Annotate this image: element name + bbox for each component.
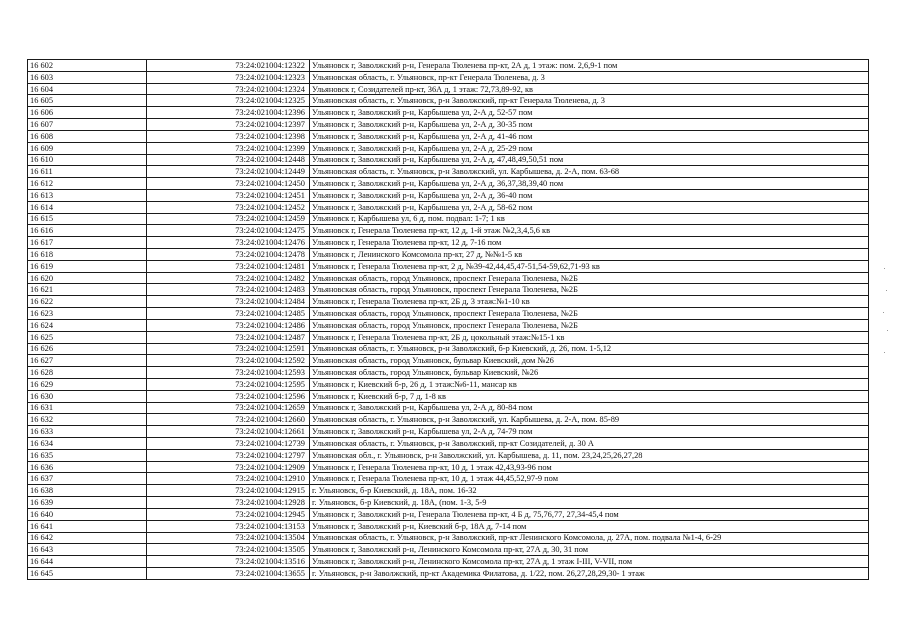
cadastral-number-cell: 73:24:021004:12484	[147, 296, 310, 308]
row-number-cell: 16 604	[28, 83, 147, 95]
row-number-cell: 16 633	[28, 426, 147, 438]
row-number-cell: 16 639	[28, 497, 147, 509]
cadastral-number-cell: 73:24:021004:12452	[147, 201, 310, 213]
row-number-cell: 16 632	[28, 414, 147, 426]
table-row	[28, 296, 869, 308]
address-cell: Ульяновская область, г. Ульяновск, р-н Заволжский, б-р Киевский, д. 26, пом. 1-5,12	[310, 343, 869, 355]
cadastral-number-cell: 73:24:021004:12591	[147, 343, 310, 355]
address-cell: Ульяновская область, г. Ульяновск, пр-кт Генерала Тюленева, д. 3	[310, 71, 869, 83]
address-cell: Ульяновск г, Созидателей пр-кт, 36А д, 1 этаж: 72,73,89-92, кв	[310, 83, 869, 95]
table-row	[28, 343, 869, 355]
table-row	[28, 119, 869, 131]
table-row	[28, 249, 869, 261]
address-cell: Ульяновск г, Карбышева ул, 6 д, пом. подвал: 1-7; 1 кв	[310, 213, 869, 225]
cadastral-number-cell: 73:24:021004:12661	[147, 426, 310, 438]
cadastral-number-cell: 73:24:021004:12596	[147, 390, 310, 402]
row-number-cell: 16 640	[28, 508, 147, 520]
cadastral-number-cell: 73:24:021004:12459	[147, 213, 310, 225]
address-cell: Ульяновская область, г. Ульяновск, р-н Заволжский, пр-кт Генерала Тюленева, д. 3	[310, 95, 869, 107]
row-number-cell: 16 614	[28, 201, 147, 213]
row-number-cell: 16 622	[28, 296, 147, 308]
address-cell: Ульяновск г, Генерала Тюленева пр-кт, 10 д, 1 этаж 44,45,52,97-9 пом	[310, 473, 869, 485]
table-row	[28, 60, 869, 72]
cadastral-number-cell: 73:24:021004:12450	[147, 178, 310, 190]
address-cell: Ульяновская область, город Ульяновск, проспект Генерала Тюленева, №2Б	[310, 272, 869, 284]
table-row	[28, 201, 869, 213]
row-number-cell: 16 623	[28, 308, 147, 320]
address-cell: Ульяновск г, Заволжский р-н, Карбышева ул, 2-А д, 30-35 пом	[310, 119, 869, 131]
row-number-cell: 16 625	[28, 331, 147, 343]
cadastral-number-cell: 73:24:021004:12928	[147, 497, 310, 509]
table-row	[28, 567, 869, 579]
row-number-cell: 16 618	[28, 249, 147, 261]
address-cell: Ульяновск г, Заволжский р-н, Карбышева ул, 2-А д, 25-29 пом	[310, 142, 869, 154]
address-cell: Ульяновск г, Заволжский р-н, Генерала Тюленева пр-кт, 4 Б д, 75,76,77, 27,34-45,4 пом	[310, 508, 869, 520]
row-number-cell: 16 630	[28, 390, 147, 402]
cadastral-number-cell: 73:24:021004:12397	[147, 119, 310, 131]
row-number-cell: 16 615	[28, 213, 147, 225]
row-number-cell: 16 645	[28, 567, 147, 579]
address-cell: Ульяновск г, Киевский б-р, 26 д, 1 этаж:№6-11, мансар кв	[310, 378, 869, 390]
row-number-cell: 16 631	[28, 402, 147, 414]
table-row	[28, 461, 869, 473]
address-cell: Ульяновск г, Генерала Тюленева пр-кт, 2Б д, 3 этаж:№1-10 кв	[310, 296, 869, 308]
address-cell: Ульяновск г, Заволжский р-н, Киевский б-р, 18А д, 7-14 пом	[310, 520, 869, 532]
address-cell: Ульяновская область, г. Ульяновск, р-н Заволжский, ул. Карбышева, д. 2-А, пом. 85-89	[310, 414, 869, 426]
row-number-cell: 16 642	[28, 532, 147, 544]
cadastral-number-cell: 73:24:021004:13504	[147, 532, 310, 544]
cadastral-number-cell: 73:24:021004:12739	[147, 438, 310, 450]
cadastral-number-cell: 73:24:021004:12478	[147, 249, 310, 261]
table-row	[28, 213, 869, 225]
address-cell: Ульяновск г, Генерала Тюленева пр-кт, 2 д, №39-42,44,45,47-51,54-59,62,71-93 кв	[310, 260, 869, 272]
cadastral-number-cell: 73:24:021004:12399	[147, 142, 310, 154]
address-cell: Ульяновская область, город Ульяновск, бульвар Киевский, №26	[310, 367, 869, 379]
cadastral-number-cell: 73:24:021004:12595	[147, 378, 310, 390]
row-number-cell: 16 624	[28, 319, 147, 331]
address-cell: Ульяновск г, Заволжский р-н, Карбышева ул, 2-А д, 36-40 пом	[310, 189, 869, 201]
table-row	[28, 556, 869, 568]
row-number-cell: 16 612	[28, 178, 147, 190]
address-cell: Ульяновск г, Киевский б-р, 7 д, 1-8 кв	[310, 390, 869, 402]
cadastral-number-cell: 73:24:021004:12485	[147, 308, 310, 320]
cadastral-number-cell: 73:24:021004:12915	[147, 485, 310, 497]
address-cell: г. Ульяновск, б-р Киевский, д. 18А, пом. 16-32	[310, 485, 869, 497]
table-row	[28, 497, 869, 509]
row-number-cell: 16 643	[28, 544, 147, 556]
table-row	[28, 390, 869, 402]
address-cell: Ульяновск г, Генерала Тюленева пр-кт, 2Б д, цокольный этаж:№15-1 кв	[310, 331, 869, 343]
row-number-cell: 16 619	[28, 260, 147, 272]
cadastral-number-cell: 73:24:021004:12487	[147, 331, 310, 343]
table-row	[28, 426, 869, 438]
cadastral-number-cell: 73:24:021004:12398	[147, 130, 310, 142]
cadastral-number-cell: 73:24:021004:12324	[147, 83, 310, 95]
row-number-cell: 16 628	[28, 367, 147, 379]
address-cell: Ульяновская область, г. Ульяновск, р-н Заволжский, пр-кт Ленинского Комсомола, д. 27А, пом. подвала №1-4, 6-29	[310, 532, 869, 544]
cadastral-number-cell: 73:24:021004:12481	[147, 260, 310, 272]
address-cell: Ульяновск г, Заволжский р-н, Карбышева ул, 2-А д, 52-57 пом	[310, 107, 869, 119]
row-number-cell: 16 621	[28, 284, 147, 296]
address-cell: Ульяновская область, г. Ульяновск, р-н Заволжский, ул. Карбышева, д. 2-А, пом. 63-68	[310, 166, 869, 178]
table-row	[28, 272, 869, 284]
cadastral-number-cell: 73:24:021004:12593	[147, 367, 310, 379]
table-row	[28, 107, 869, 119]
row-number-cell: 16 620	[28, 272, 147, 284]
table-row	[28, 237, 869, 249]
row-number-cell: 16 635	[28, 449, 147, 461]
table-row	[28, 544, 869, 556]
address-cell: Ульяновск г, Генерала Тюленева пр-кт, 10 д, 1 этаж 42,43,93-96 пом	[310, 461, 869, 473]
address-cell: г. Ульяновск, б-р Киевский, д. 18А, (пом. 1-3, 5-9	[310, 497, 869, 509]
cadastral-number-cell: 73:24:021004:13153	[147, 520, 310, 532]
table-row	[28, 71, 869, 83]
row-number-cell: 16 627	[28, 355, 147, 367]
row-number-cell: 16 608	[28, 130, 147, 142]
row-number-cell: 16 610	[28, 154, 147, 166]
row-number-cell: 16 605	[28, 95, 147, 107]
table-row	[28, 532, 869, 544]
table-row	[28, 95, 869, 107]
address-cell: Ульяновская область, город Ульяновск, проспект Генерала Тюленева, №2Б	[310, 319, 869, 331]
table-row	[28, 260, 869, 272]
address-cell: Ульяновская область, город Ульяновск, проспект Генерала Тюленева, №2Б	[310, 284, 869, 296]
address-cell: Ульяновск г, Заволжский р-н, Ленинского Комсомола пр-кт, 27А д, 1 этаж I-III, V-VII, пом	[310, 556, 869, 568]
table-body	[28, 60, 869, 580]
row-number-cell: 16 616	[28, 225, 147, 237]
row-number-cell: 16 644	[28, 556, 147, 568]
table-row	[28, 83, 869, 95]
address-cell: Ульяновск г, Заволжский р-н, Карбышева ул, 2-А д, 58-62 пом	[310, 201, 869, 213]
address-cell: Ульяновск г, Заволжский р-н, Карбышева ул, 2-А д, 36,37,38,39,40 пом	[310, 178, 869, 190]
address-cell: Ульяновская область, город Ульяновск, проспект Генерала Тюленева, №2Б	[310, 308, 869, 320]
address-cell: Ульяновск г, Заволжский р-н, Ленинского Комсомола пр-кт, 27А д, 30, 31 пом	[310, 544, 869, 556]
row-number-cell: 16 617	[28, 237, 147, 249]
cadastral-table	[27, 59, 869, 580]
address-cell: Ульяновск г, Заволжский р-н, Карбышева ул, 2-А д, 80-84 пом	[310, 402, 869, 414]
row-number-cell: 16 609	[28, 142, 147, 154]
cadastral-number-cell: 73:24:021004:12909	[147, 461, 310, 473]
address-cell: Ульяновск г, Генерала Тюленева пр-кт, 12 д, 7-16 пом	[310, 237, 869, 249]
address-cell: Ульяновская обл., г. Ульяновск, р-н Заволжский, ул. Карбышева, д. 11, пом. 23,24,25,26,27,28	[310, 449, 869, 461]
table-row	[28, 308, 869, 320]
cadastral-number-cell: 73:24:021004:12482	[147, 272, 310, 284]
table-row	[28, 402, 869, 414]
address-cell: Ульяновск г, Генерала Тюленева пр-кт, 12 д, 1-й этаж №2,3,4,5,6 кв	[310, 225, 869, 237]
cadastral-number-cell: 73:24:021004:12483	[147, 284, 310, 296]
table-row	[28, 485, 869, 497]
table-row	[28, 438, 869, 450]
address-cell: г. Ульяновск, р-н Заволжский, пр-кт Академика Филатова, д. 1/22, пом. 26,27,28,29,30- 1 этаж	[310, 567, 869, 579]
table-row	[28, 367, 869, 379]
table-row	[28, 520, 869, 532]
row-number-cell: 16 607	[28, 119, 147, 131]
cadastral-number-cell: 73:24:021004:12476	[147, 237, 310, 249]
address-cell: Ульяновск г, Заволжский р-н, Карбышева ул, 2-А д, 47,48,49,50,51 пом	[310, 154, 869, 166]
address-cell: Ульяновск г, Заволжский р-н, Карбышева ул, 2-А д, 74-79 пом	[310, 426, 869, 438]
row-number-cell: 16 606	[28, 107, 147, 119]
row-number-cell: 16 637	[28, 473, 147, 485]
table-row	[28, 142, 869, 154]
cadastral-number-cell: 73:24:021004:12659	[147, 402, 310, 414]
row-number-cell: 16 603	[28, 71, 147, 83]
row-number-cell: 16 636	[28, 461, 147, 473]
row-number-cell: 16 634	[28, 438, 147, 450]
table-row	[28, 355, 869, 367]
row-number-cell: 16 638	[28, 485, 147, 497]
cadastral-number-cell: 73:24:021004:12325	[147, 95, 310, 107]
cadastral-number-cell: 73:24:021004:13655	[147, 567, 310, 579]
row-number-cell: 16 611	[28, 166, 147, 178]
table-row	[28, 225, 869, 237]
cadastral-number-cell: 73:24:021004:12797	[147, 449, 310, 461]
table-row	[28, 449, 869, 461]
table-row	[28, 284, 869, 296]
row-number-cell: 16 626	[28, 343, 147, 355]
cadastral-number-cell: 73:24:021004:12486	[147, 319, 310, 331]
table-row	[28, 130, 869, 142]
table-row	[28, 508, 869, 520]
cadastral-number-cell: 73:24:021004:12449	[147, 166, 310, 178]
cadastral-number-cell: 73:24:021004:12945	[147, 508, 310, 520]
address-cell: Ульяновская область, город Ульяновск, бульвар Киевский, дом №26	[310, 355, 869, 367]
table-row	[28, 178, 869, 190]
row-number-cell: 16 641	[28, 520, 147, 532]
cadastral-number-cell: 73:24:021004:12322	[147, 60, 310, 72]
table-row	[28, 154, 869, 166]
table-row	[28, 414, 869, 426]
table-row	[28, 331, 869, 343]
row-number-cell: 16 613	[28, 189, 147, 201]
table-row	[28, 473, 869, 485]
table-row	[28, 378, 869, 390]
cadastral-number-cell: 73:24:021004:12910	[147, 473, 310, 485]
table-row	[28, 189, 869, 201]
cadastral-number-cell: 73:24:021004:12475	[147, 225, 310, 237]
cadastral-number-cell: 73:24:021004:12592	[147, 355, 310, 367]
cadastral-number-cell: 73:24:021004:12396	[147, 107, 310, 119]
table-row	[28, 319, 869, 331]
table-row	[28, 166, 869, 178]
address-cell: Ульяновская область, г. Ульяновск, р-н Заволжский, пр-кт Созидателей, д. 30 А	[310, 438, 869, 450]
address-cell: Ульяновск г, Ленинского Комсомола пр-кт, 27 д, №№1-5 кв	[310, 249, 869, 261]
address-cell: Ульяновск г, Заволжский р-н, Карбышева ул, 2-А д, 41-46 пом	[310, 130, 869, 142]
cadastral-number-cell: 73:24:021004:12451	[147, 189, 310, 201]
row-number-cell: 16 629	[28, 378, 147, 390]
row-number-cell: 16 602	[28, 60, 147, 72]
cadastral-number-cell: 73:24:021004:12448	[147, 154, 310, 166]
cadastral-number-cell: 73:24:021004:12323	[147, 71, 310, 83]
address-cell: Ульяновск г, Заволжский р-н, Генерала Тюленева пр-кт, 2А д, 1 этаж: пом. 2,6,9-1 пом	[310, 60, 869, 72]
cadastral-number-cell: 73:24:021004:12660	[147, 414, 310, 426]
cadastral-number-cell: 73:24:021004:13516	[147, 556, 310, 568]
cadastral-number-cell: 73:24:021004:13505	[147, 544, 310, 556]
